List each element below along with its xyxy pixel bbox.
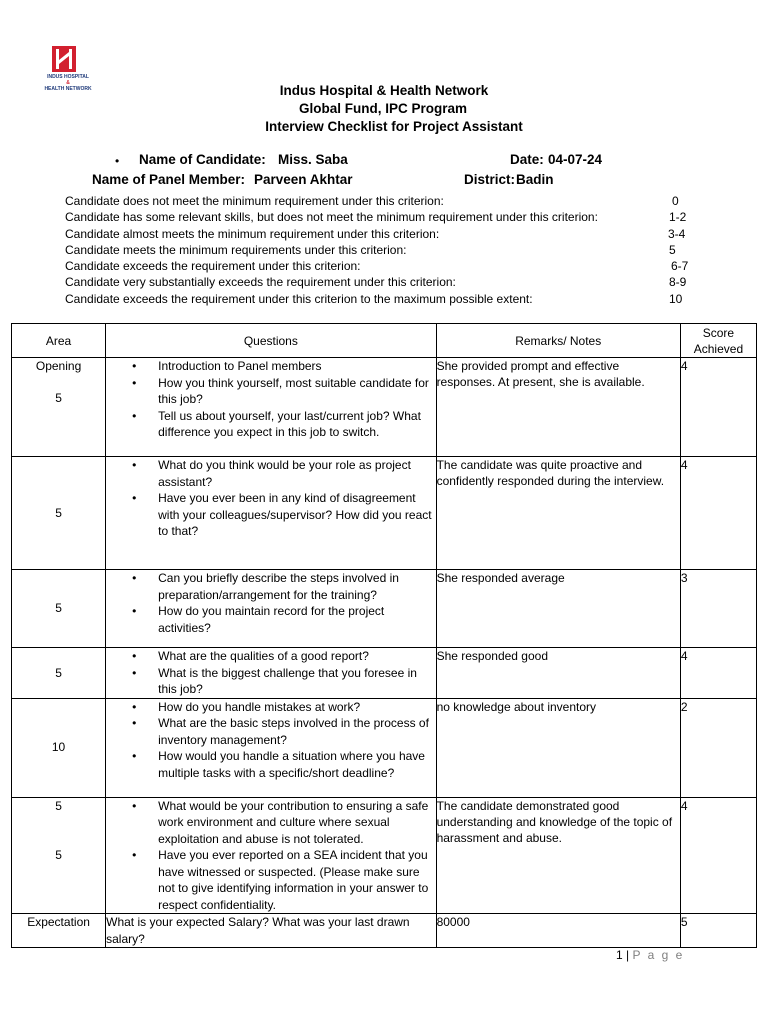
interview-checklist-table bbox=[11, 323, 757, 948]
area-cell: 5 bbox=[12, 570, 106, 648]
candidate-name-label: Name of Candidate: bbox=[139, 152, 266, 167]
remarks-cell: 80000 bbox=[436, 914, 680, 948]
score-cell: 4 bbox=[680, 797, 756, 914]
question-item: • What would be your contribution to ensuring a safe work environment and culture where sexual exploitation and abuse is not tolerated. bbox=[158, 798, 435, 848]
question-item: • Have you ever been in any kind of disagreement with your colleagues/supervisor? How did you react to that? bbox=[158, 490, 435, 540]
remarks-cell: She responded good bbox=[436, 648, 680, 699]
criterion-row: Candidate exceeds the requirement under this criterion: 6-7 bbox=[65, 259, 689, 274]
questions-cell bbox=[106, 457, 436, 570]
table-row bbox=[12, 648, 757, 699]
criterion-row: Candidate meets the minimum requirements under this criterion: 5 bbox=[65, 242, 676, 257]
area-cell: 5 bbox=[12, 457, 106, 570]
criterion-row: Candidate does not meet the minimum requirement under this criterion: 0 bbox=[65, 194, 679, 208]
question-item: • Can you briefly describe the steps involved in preparation/arrangement for the training? bbox=[158, 570, 435, 603]
criterion-row: Candidate has some relevant skills, but does not meet the minimum requirement under this criterion: 1-2 bbox=[65, 210, 687, 225]
questions-cell bbox=[106, 797, 436, 914]
area-cell: 5 5 bbox=[12, 797, 106, 914]
question-item: • How do you maintain record for the project activities? bbox=[158, 603, 435, 636]
district-label: District: bbox=[464, 172, 516, 187]
table-row bbox=[12, 570, 757, 648]
remarks-cell: She provided prompt and effective responses. At present, she is available. bbox=[436, 358, 680, 457]
panel-member-label: Name of Panel Member: bbox=[92, 172, 246, 187]
questions-cell: What is your expected Salary? What was your last drawn salary? bbox=[106, 914, 436, 948]
table-header-row bbox=[12, 324, 757, 358]
candidate-name-value: Miss. Saba bbox=[278, 152, 348, 167]
area-cell: Expectation bbox=[12, 914, 106, 948]
questions-cell bbox=[106, 648, 436, 699]
header-questions: Questions bbox=[106, 324, 436, 358]
questions-cell bbox=[106, 358, 436, 457]
area-cell: 10 bbox=[12, 698, 106, 797]
panel-member-value: Parveen Akhtar bbox=[254, 172, 353, 187]
criterion-row: Candidate almost meets the minimum requirement under this criterion: 3-4 bbox=[65, 226, 686, 241]
table-row bbox=[12, 358, 757, 457]
bullet-icon: • bbox=[115, 154, 120, 168]
page-label: P a g e bbox=[632, 948, 685, 962]
criterion-row: Candidate very substantially exceeds the requirement under this criterion: 8-9 bbox=[65, 275, 687, 290]
logo-text: INDUS HOSPITAL & HEALTH NETWORK bbox=[44, 74, 92, 92]
remarks-cell: The candidate demonstrated good understanding and knowledge of the topic of harassment and abuse. bbox=[436, 797, 680, 914]
question-item: • Tell us about yourself, your last/current job? What difference you expect in this job to switch. bbox=[158, 408, 435, 441]
question-item: • Have you ever reported on a SEA incident that you have witnessed or suspected. (Please make sure not to give identifying information in your answer to respect confidentiality. bbox=[158, 847, 435, 913]
table-row bbox=[12, 698, 757, 797]
page-number: 1 bbox=[616, 948, 623, 962]
score-cell: 4 bbox=[680, 457, 756, 570]
question-item: • How would you handle a situation where you have multiple tasks with a specific/short deadline? bbox=[158, 748, 435, 781]
page-footer bbox=[616, 948, 684, 962]
criterion-row: Candidate exceeds the requirement under this criterion to the maximum possible extent: 10 bbox=[65, 291, 683, 306]
table-row bbox=[12, 914, 757, 948]
question-item: • Introduction to Panel members bbox=[158, 358, 435, 375]
question-item: • What is the biggest challenge that you foresee in this job? bbox=[158, 665, 435, 698]
remarks-cell: She responded average bbox=[436, 570, 680, 648]
document-title: Interview Checklist for Project Assistant bbox=[265, 119, 523, 134]
score-cell: 4 bbox=[680, 648, 756, 699]
score-cell: 2 bbox=[680, 698, 756, 797]
org-title: Indus Hospital & Health Network bbox=[279, 83, 489, 98]
question-item: • How do you handle mistakes at work? bbox=[158, 699, 435, 716]
header-remarks: Remarks/ Notes bbox=[436, 324, 680, 358]
question-item: • What do you think would be your role as project assistant? bbox=[158, 457, 435, 490]
program-title: Global Fund, IPC Program bbox=[298, 101, 467, 116]
score-cell: 3 bbox=[680, 570, 756, 648]
date-label: Date: bbox=[510, 152, 544, 167]
question-item: • What are the qualities of a good report? bbox=[158, 648, 435, 665]
area-cell: Opening 5 bbox=[12, 358, 106, 457]
hospital-logo-icon bbox=[52, 46, 76, 72]
remarks-cell: no knowledge about inventory bbox=[436, 698, 680, 797]
table-row bbox=[12, 457, 757, 570]
question-item: • What are the basic steps involved in the process of inventory management? bbox=[158, 715, 435, 748]
district-value: Badin bbox=[516, 172, 554, 187]
remarks-cell: The candidate was quite proactive and confidently responded during the interview. bbox=[436, 457, 680, 570]
area-cell: 5 bbox=[12, 648, 106, 699]
score-cell: 5 bbox=[680, 914, 756, 948]
questions-cell bbox=[106, 698, 436, 797]
question-item: • How you think yourself, most suitable candidate for this job? bbox=[158, 375, 435, 408]
score-cell: 4 bbox=[680, 358, 756, 457]
table-row bbox=[12, 797, 757, 914]
scoring-criteria bbox=[65, 193, 705, 307]
page-separator: | bbox=[626, 948, 630, 962]
questions-cell bbox=[106, 570, 436, 648]
header-area: Area bbox=[12, 324, 106, 358]
date-value: 04-07-24 bbox=[548, 152, 603, 167]
header-score: Score Achieved bbox=[680, 324, 756, 358]
document-header bbox=[0, 82, 768, 136]
